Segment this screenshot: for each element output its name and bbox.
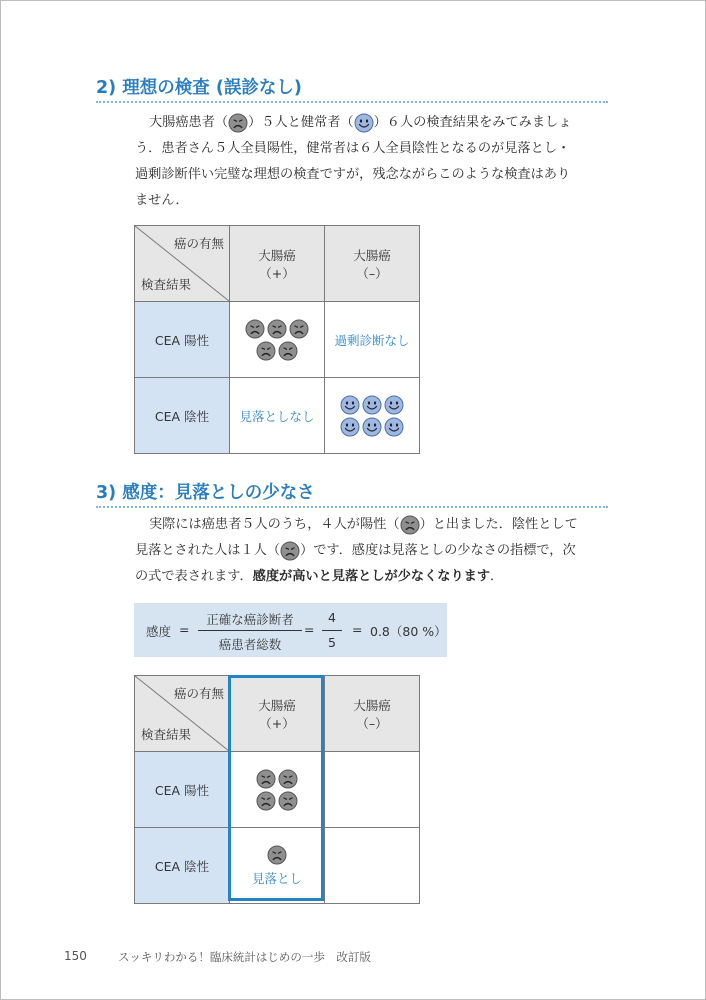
corner-label-cancer: 癌の有無 bbox=[173, 686, 224, 701]
cell-false-negative bbox=[230, 828, 325, 904]
happy-face-icon bbox=[362, 417, 382, 437]
paragraph-ideal-test bbox=[135, 110, 610, 214]
corner-label-result: 検査結果 bbox=[141, 277, 192, 292]
text-span: 実際には癌患者５人のうち，４人が陽性（ bbox=[149, 517, 400, 532]
page-number: 150 bbox=[64, 949, 87, 963]
column-header-line: （+） bbox=[259, 265, 295, 281]
sensitivity-formula bbox=[134, 603, 447, 657]
column-header-line: 大腸癌 bbox=[258, 697, 296, 713]
formula-numerator: 正確な癌診断者 bbox=[206, 612, 294, 627]
paragraph-line: う．患者さん５人全員陽性，健常者は６人全員陰性となるのが見落とし・ bbox=[135, 141, 571, 156]
fraction-bar bbox=[322, 630, 342, 631]
heading-divider bbox=[96, 506, 608, 508]
column-header-line: （–） bbox=[356, 715, 388, 731]
happy-face-icon bbox=[384, 395, 404, 415]
sad-face-icon bbox=[245, 319, 265, 339]
formula-numerator-value: 4 bbox=[328, 610, 336, 625]
column-header-line: 大腸癌 bbox=[353, 697, 391, 713]
heading-divider bbox=[96, 101, 608, 103]
table-corner-cell bbox=[135, 676, 230, 752]
table-corner-cell bbox=[135, 226, 230, 302]
text-span: 大腸癌患者（ bbox=[149, 115, 229, 130]
sad-face-icon bbox=[278, 791, 298, 811]
corner-label-result: 検査結果 bbox=[141, 727, 192, 742]
sad-face-icon bbox=[278, 341, 298, 361]
sad-face-icon bbox=[256, 791, 276, 811]
face-group bbox=[336, 394, 408, 438]
sad-face-icon bbox=[228, 113, 248, 133]
text-span: ）と出ました．陰性として bbox=[419, 517, 578, 532]
paragraph-line: 過剰診断伴い完璧な理想の検査ですが，残念ながらこのような検査はあり bbox=[135, 167, 571, 182]
paragraph-line: ません． bbox=[135, 193, 189, 208]
fraction-bar bbox=[198, 630, 302, 631]
corner-label-cancer: 癌の有無 bbox=[173, 236, 224, 251]
paragraph-line bbox=[135, 564, 610, 590]
cell-no-missed: 見落としなし bbox=[230, 378, 325, 454]
row-header-cea-negative: CEA 陰性 bbox=[135, 828, 230, 904]
cell-true-negative bbox=[325, 828, 420, 904]
sad-face-icon bbox=[400, 515, 420, 535]
text-span: 見落とされた人は１人（ bbox=[135, 543, 281, 558]
formula-result: 0.8（80 %） bbox=[370, 624, 447, 639]
formula-denominator: 癌患者総数 bbox=[218, 637, 282, 652]
row-header-cea-positive: CEA 陽性 bbox=[135, 302, 230, 378]
column-header-cancer-positive bbox=[230, 226, 325, 302]
missed-label: 見落とし bbox=[251, 870, 302, 886]
cell-true-positive bbox=[230, 752, 325, 828]
paragraph-line bbox=[135, 538, 610, 564]
column-header-line: （+） bbox=[259, 715, 295, 731]
text-span: ）です．感度は見落としの少なさの指標で，次 bbox=[300, 543, 576, 558]
text-span: の式で表されます． bbox=[135, 569, 253, 584]
face-group bbox=[241, 318, 313, 362]
column-header-line: 大腸癌 bbox=[353, 247, 391, 263]
happy-face-icon bbox=[384, 417, 404, 437]
happy-face-icon bbox=[340, 417, 360, 437]
sad-face-icon bbox=[267, 319, 287, 339]
column-header-cancer-negative bbox=[325, 226, 420, 302]
face-group bbox=[253, 768, 301, 812]
text-span: ． bbox=[490, 569, 504, 584]
formula-label: 感度 bbox=[146, 624, 172, 639]
text-span: ）６人の検査結果をみてみましょ bbox=[373, 115, 572, 130]
happy-face-icon bbox=[354, 113, 374, 133]
sad-face-icon bbox=[256, 769, 276, 789]
formula-denominator-value: 5 bbox=[328, 635, 336, 650]
sad-face-icon bbox=[289, 319, 309, 339]
emphasis-text: 感度が高いと見落としが少なくなります bbox=[252, 569, 491, 584]
sad-face-icon bbox=[278, 769, 298, 789]
happy-face-icon bbox=[340, 395, 360, 415]
cell-no-overdiagnosis: 過剰診断なし bbox=[325, 302, 420, 378]
row-header-cea-positive: CEA 陽性 bbox=[135, 752, 230, 828]
ideal-test-table bbox=[134, 225, 420, 454]
happy-face-icon bbox=[362, 395, 382, 415]
column-header-line: 大腸癌 bbox=[258, 247, 296, 263]
sensitivity-table bbox=[134, 675, 420, 904]
cell-false-positive bbox=[325, 752, 420, 828]
column-header-cancer-negative bbox=[325, 676, 420, 752]
text-span: ）５人と健常者（ bbox=[248, 115, 354, 130]
section-heading-ideal-test: 2) 理想の検査 (誤診なし) bbox=[96, 78, 302, 98]
section-heading-sensitivity: 3) 感度：見落としの少なさ bbox=[96, 483, 315, 503]
cell-true-positive bbox=[230, 302, 325, 378]
column-header-line: （–） bbox=[356, 265, 388, 281]
paragraph-line bbox=[135, 512, 610, 538]
row-header-cea-negative: CEA 陰性 bbox=[135, 378, 230, 454]
sad-face-icon bbox=[280, 541, 300, 561]
sad-face-icon bbox=[256, 341, 276, 361]
sad-face-icon bbox=[267, 845, 287, 865]
paragraph-sensitivity bbox=[135, 512, 610, 590]
face-group bbox=[230, 845, 324, 865]
formula-equals: = bbox=[352, 622, 363, 637]
paragraph-line bbox=[135, 110, 610, 136]
formula-equals: = bbox=[304, 622, 315, 637]
book-title: スッキリわかる！臨床統計はじめの一歩 改訂版 bbox=[118, 950, 371, 964]
formula-equals: = bbox=[179, 622, 190, 637]
column-header-cancer-positive bbox=[230, 676, 325, 752]
cell-true-negative bbox=[325, 378, 420, 454]
